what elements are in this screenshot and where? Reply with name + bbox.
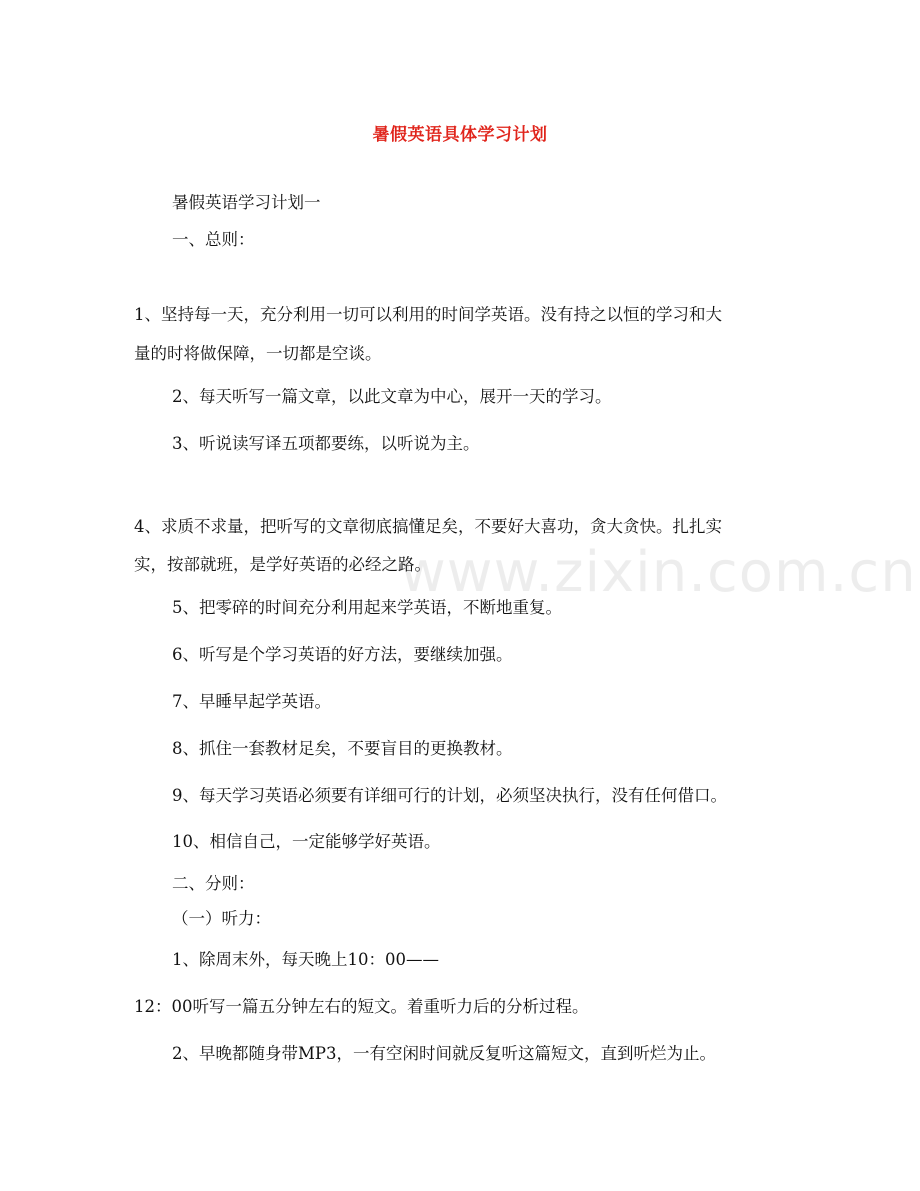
- watermark: www.zixin.com.cn: [400, 540, 917, 605]
- paragraph-line: 2、早晚都随身带MP3，一有空闲时间就反复听这篇短文，直到听烂为止。: [172, 1044, 716, 1063]
- paragraph-line: 实，按部就班，是学好英语的必经之路。: [134, 555, 431, 574]
- document-title: 暑假英语具体学习计划: [372, 125, 548, 145]
- paragraph-line: 12：00听写一篇五分钟左右的短文。着重听力后的分析过程。: [134, 997, 589, 1016]
- paragraph-line: 4、求质不求量，把听写的文章彻底搞懂足矣，不要好大喜功，贪大贪快。扎扎实: [134, 517, 722, 536]
- paragraph-line: 5、把零碎的时间充分利用起来学英语，不断地重复。: [172, 598, 562, 617]
- paragraph-line: 量的时将做保障，一切都是空谈。: [134, 344, 382, 363]
- paragraph-line: 10、相信自己，一定能够学好英语。: [172, 832, 441, 851]
- paragraph-line: 8、抓住一套教材足矣，不要盲目的更换教材。: [172, 739, 513, 758]
- paragraph-line: 7、早睡早起学英语。: [172, 692, 331, 711]
- paragraph-line: 3、听说读写译五项都要练，以听说为主。: [172, 434, 480, 453]
- paragraph-line: 2、每天听写一篇文章，以此文章为中心，展开一天的学习。: [172, 387, 612, 406]
- paragraph-line: 1、除周末外，每天晚上10：00——: [172, 950, 439, 969]
- section-heading: （一）听力：: [172, 909, 271, 928]
- paragraph-line: 1、坚持每一天，充分利用一切可以利用的时间学英语。没有持之以恒的学习和大: [134, 305, 722, 324]
- paragraph-line: 6、听写是个学习英语的好方法，要继续加强。: [172, 645, 513, 664]
- section-heading: 暑假英语学习计划一: [172, 193, 321, 212]
- section-heading: 二、分则：: [172, 874, 255, 893]
- section-heading: 一、总则：: [172, 230, 255, 249]
- paragraph-line: 9、每天学习英语必须要有详细可行的计划，必须坚决执行，没有任何借口。: [172, 786, 727, 805]
